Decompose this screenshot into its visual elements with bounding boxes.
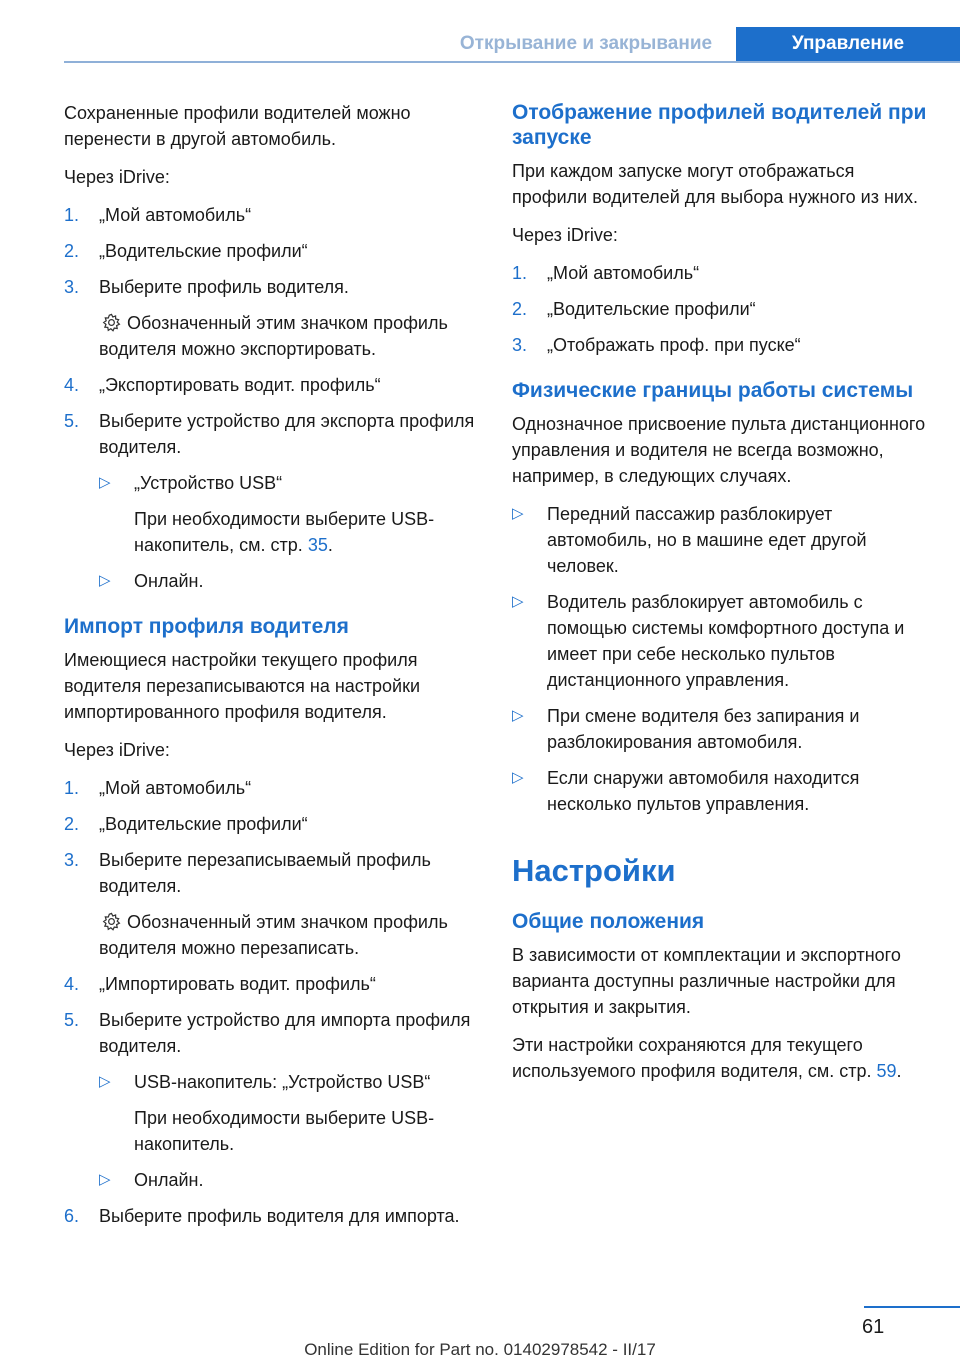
export-note <box>99 310 476 362</box>
step-text: „Мой автомобиль“ <box>547 263 700 283</box>
startup-section-title: Отображение профилей водителей при запуске <box>512 101 927 149</box>
step-text: „Импортировать водит. профиль“ <box>99 974 376 994</box>
general-paragraph-2 <box>512 1032 932 1084</box>
step-text: „Экспортировать водит. профиль“ <box>99 375 381 395</box>
gear-icon <box>102 912 121 931</box>
step-text: Выберите устройство для импорта профиля водителя. <box>99 1010 471 1056</box>
step-text: Выберите перезаписываемый профиль водителя. <box>99 850 431 896</box>
list-item <box>512 765 932 817</box>
step-number: 3. <box>64 277 80 297</box>
import-steps-list <box>64 775 476 1229</box>
step-number: 5. <box>64 1010 80 1030</box>
limits-section-title: Физические границы работы системы <box>512 379 914 402</box>
triangle-bullet-icon: ▷ <box>512 505 524 522</box>
step-text: „Водительские профили“ <box>547 299 756 319</box>
via-idrive-label: Через iDrive: <box>64 740 170 760</box>
list-item <box>64 274 476 362</box>
triangle-bullet-icon: ▷ <box>512 593 524 610</box>
general-paragraph: В зависимости от комплектации и экспортного варианта доступны различные настройки для открытия и закрытия. <box>512 945 901 1017</box>
import-section-title: Импорт профиля водителя <box>64 615 349 638</box>
step-number: 3. <box>512 335 528 355</box>
limits-list <box>512 501 932 817</box>
list-item <box>512 260 932 286</box>
list-item <box>64 408 476 594</box>
step-number: 2. <box>64 814 80 834</box>
export-note-text: Обозначенный этим значком профиль водителя можно экспортировать. <box>99 313 448 359</box>
step-text: „Водительские профили“ <box>99 814 308 834</box>
triangle-bullet-icon: ▷ <box>99 1073 111 1090</box>
sub-list-item <box>99 1167 476 1193</box>
step-text: Выберите устройство для экспорта профиля водителя. <box>99 411 475 457</box>
step-text: „Водительские профили“ <box>99 241 308 261</box>
triangle-bullet-icon: ▷ <box>512 769 524 786</box>
list-item <box>64 1007 476 1193</box>
step-number: 1. <box>64 205 80 225</box>
step-text: „Мой автомобиль“ <box>99 205 252 225</box>
step-text: „Отображать проф. при пуске“ <box>547 335 801 355</box>
import-note <box>99 909 476 961</box>
list-item <box>512 589 932 693</box>
page-link[interactable]: 35 <box>307 535 328 555</box>
step-number: 5. <box>64 411 80 431</box>
settings-heading: Настройки <box>512 853 676 888</box>
sub-item-title: Онлайн. <box>134 1170 204 1190</box>
list-item <box>64 775 476 801</box>
via-idrive-label: Через iDrive: <box>64 167 170 187</box>
list-item-text: При смене водителя без запирания и разблокирования автомобиля. <box>547 706 860 752</box>
list-item-text: Если снаружи автомобиля находится несколько пультов управления. <box>547 768 860 814</box>
header-chapter-tab[interactable]: Управление <box>736 27 960 61</box>
import-note-text: Обозначенный этим значком профиль водителя можно перезаписать. <box>99 912 448 958</box>
header-divider <box>64 61 960 63</box>
step-number: 2. <box>512 299 528 319</box>
startup-steps-list <box>512 260 932 358</box>
step-number: 2. <box>64 241 80 261</box>
left-column <box>64 100 476 1241</box>
page-link[interactable]: 59 <box>876 1061 897 1081</box>
footer-divider <box>864 1306 960 1308</box>
step-number: 1. <box>64 778 80 798</box>
limits-paragraph: Однозначное присвоение пульта дистанционного управления и водителя не всегда возможно, например, в следующих случаях. <box>512 414 926 486</box>
sub-item-desc-end: . <box>327 535 333 555</box>
general-paragraph-2-end: . <box>896 1061 902 1081</box>
header-section-title: Открывание и закрывание <box>459 33 713 54</box>
triangle-bullet-icon: ▷ <box>512 707 524 724</box>
general-section-title: Общие положения <box>512 910 705 933</box>
step-number: 1. <box>512 263 528 283</box>
step-number: 3. <box>64 850 80 870</box>
list-item <box>512 332 932 358</box>
sub-list-item <box>99 1069 476 1157</box>
step-text: „Мой автомобиль“ <box>99 778 252 798</box>
general-paragraph-2-text: Эти настройки сохраняются для текущего используемого профиля водителя, см. стр. <box>512 1035 872 1081</box>
list-item-text: Передний пассажир разблокирует автомобиль, но в машине едет другой человек. <box>547 504 867 576</box>
sub-item-title: „Устройство USB“ <box>134 473 283 493</box>
step-number: 6. <box>64 1206 80 1226</box>
list-item <box>64 971 476 997</box>
edition-footer: Online Edition for Part no. 01402978542 - II/17 <box>304 1340 656 1359</box>
list-item <box>512 703 932 755</box>
step-number: 4. <box>64 974 80 994</box>
via-idrive-label: Через iDrive: <box>512 225 618 245</box>
list-item <box>64 847 476 961</box>
list-item <box>64 372 476 398</box>
export-steps-list <box>64 202 476 594</box>
startup-paragraph: При каждом запуске могут отображаться профили водителей для выбора нужного из них. <box>512 161 918 207</box>
sub-item-desc <box>134 506 476 558</box>
list-item <box>64 238 476 264</box>
right-column <box>512 100 932 1096</box>
triangle-bullet-icon: ▷ <box>99 572 111 589</box>
sub-list-item <box>99 470 476 558</box>
intro-paragraph: Сохраненные профили водителей можно перенести в другой автомобиль. <box>64 103 411 149</box>
list-item <box>512 501 932 579</box>
list-item <box>64 202 476 228</box>
sub-item-title: Онлайн. <box>134 571 204 591</box>
triangle-bullet-icon: ▷ <box>99 474 111 491</box>
page-number: 61 <box>862 1316 885 1338</box>
triangle-bullet-icon: ▷ <box>99 1171 111 1188</box>
sub-list-item <box>99 568 476 594</box>
gear-icon <box>102 313 121 332</box>
import-intro-paragraph: Имеющиеся настройки текущего профиля водителя перезаписываются на настройки импортированного профиля водителя. <box>64 650 421 722</box>
list-item-text: Водитель разблокирует автомобиль с помощью системы комфортного доступа и имеет при себе несколько пультов дистанционного управления. <box>547 592 905 690</box>
sub-item-title: USB-накопитель: „Устройство USB“ <box>134 1072 431 1092</box>
sub-item-desc: При необходимости выберите USB-накопитель. <box>134 1108 435 1154</box>
list-item <box>64 811 476 837</box>
list-item <box>512 296 932 322</box>
step-number: 4. <box>64 375 80 395</box>
sub-item-desc-text: При необходимости выберите USB-накопитель, см. стр. <box>134 509 435 555</box>
step-text: Выберите профиль водителя для импорта. <box>99 1206 460 1226</box>
list-item <box>64 1203 476 1229</box>
step-text: Выберите профиль водителя. <box>99 277 349 297</box>
